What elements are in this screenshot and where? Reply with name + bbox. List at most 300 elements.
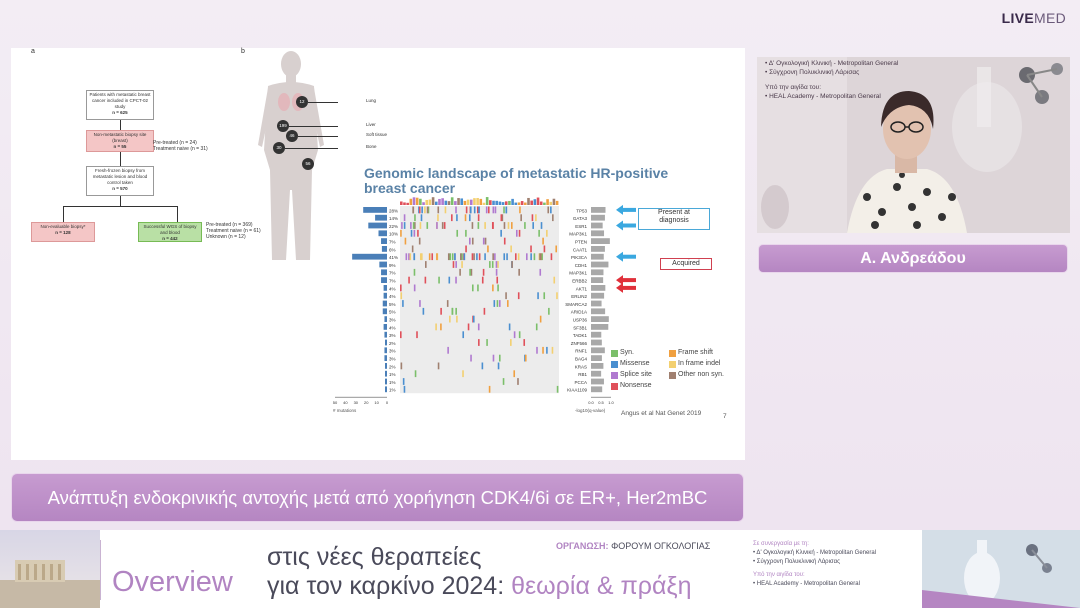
mutation-mark [515, 253, 517, 260]
legend-swatch [611, 361, 618, 368]
mutation-mark [488, 207, 490, 214]
mutation-mark [524, 222, 526, 229]
mutation-mark [437, 214, 439, 221]
presentation-slide [11, 48, 745, 460]
mutation-mark [438, 363, 440, 370]
mutation-mark [469, 238, 471, 245]
mutation-mark [483, 269, 485, 276]
mutation-mark [552, 214, 554, 221]
mutation-mark [534, 253, 536, 260]
flow-box-fresh-biopsy: Fresh-frozen biopsy from metastatic lesion and blood control taken n = 570 [86, 166, 154, 196]
pct-label: 7% [389, 270, 396, 276]
site-count-lung: 12 [296, 96, 308, 108]
pct-label: 1% [389, 387, 396, 393]
mutation-mark [431, 253, 433, 260]
mutation-count-bar [383, 301, 387, 307]
site-label-liver: Liver [366, 122, 376, 127]
citation: Angus et al Nat Genet 2019 [621, 410, 702, 417]
mutation-mark [448, 253, 450, 260]
mutation-mark [557, 386, 559, 393]
mutation-mark [424, 207, 426, 214]
mutation-mark [400, 292, 402, 299]
axis-tick: 0.5 [598, 400, 604, 406]
mutation-mark [551, 253, 553, 260]
qvalue-bar [591, 386, 602, 392]
mutation-mark [444, 222, 446, 229]
mutation-mark [497, 300, 499, 307]
mutation-mark [508, 222, 510, 229]
axis-tick: 40 [343, 400, 348, 406]
mutation-count-bar [385, 379, 387, 385]
mutation-mark [552, 347, 554, 354]
mutation-mark [486, 207, 488, 214]
sample-bar [505, 201, 508, 205]
mutation-mark [484, 308, 486, 315]
sample-bar [543, 203, 546, 205]
mutation-mark [546, 230, 548, 237]
mutation-mark [412, 246, 414, 253]
sample-bar [546, 199, 549, 205]
mutation-mark [400, 285, 402, 292]
qvalue-bar [591, 254, 604, 260]
legend-swatch [669, 372, 676, 379]
qvalue-bar [591, 262, 608, 268]
mutation-mark [456, 214, 458, 221]
mutation-mark [506, 253, 508, 260]
mutation-mark [400, 230, 402, 237]
mutation-mark [496, 277, 498, 284]
mutation-mark [489, 261, 491, 268]
mutation-mark [511, 222, 513, 229]
mutation-count-bar [381, 269, 387, 275]
qvalue-bar [591, 363, 603, 369]
sample-bar [419, 199, 422, 205]
mutation-count-bar [363, 207, 387, 213]
gene-label: GATA3 [572, 216, 587, 222]
livemed-logo: LIVEMED [1001, 10, 1066, 26]
footer-overview: Overview [112, 566, 233, 598]
arrow-acquired [622, 286, 636, 290]
mutation-mark [404, 222, 406, 229]
axis-tick: 50 [332, 400, 338, 406]
mutation-mark [456, 316, 458, 323]
mutation-mark [421, 207, 423, 214]
oncoplot-grid [400, 206, 559, 393]
sample-bar [425, 200, 428, 205]
mutation-mark [462, 370, 464, 377]
mutation-mark [494, 300, 496, 307]
arrow-present [622, 255, 636, 259]
sample-bar [460, 198, 463, 205]
mutation-mark [459, 269, 461, 276]
mutation-mark [503, 253, 505, 260]
legend-swatch [669, 361, 676, 368]
mutation-mark [425, 261, 427, 268]
flow-box-successful-wgs: Successful WGS of biopsy and blood n = 442 [138, 222, 202, 242]
mutation-mark [493, 355, 495, 362]
site-line [308, 102, 338, 103]
sample-bar [476, 198, 479, 205]
pct-label: 6% [389, 247, 396, 253]
sample-bar [406, 203, 409, 205]
qvalue-bar [591, 238, 610, 244]
mutation-mark [423, 308, 425, 315]
mutation-mark [436, 253, 438, 260]
sample-bar [524, 203, 527, 205]
mutation-mark [499, 300, 501, 307]
legend-splice: Splice site [620, 371, 652, 378]
sample-bar [549, 202, 552, 205]
mutation-mark [498, 363, 500, 370]
mutation-mark [516, 230, 518, 237]
sample-bar [438, 199, 441, 205]
mutation-mark [419, 300, 421, 307]
sample-bar [454, 201, 457, 205]
gene-label: AKT1 [575, 286, 587, 292]
flow-line [63, 206, 177, 207]
mutation-mark [455, 277, 457, 284]
qvalue-bar [591, 277, 603, 283]
mutation-mark [478, 339, 480, 346]
mutation-mark [478, 324, 480, 331]
sample-bar [527, 198, 530, 205]
gene-label: TADK1 [572, 333, 587, 339]
sample-bar [502, 202, 505, 205]
mutation-mark [470, 355, 472, 362]
acropolis-image [0, 530, 100, 608]
sample-bar [537, 198, 540, 205]
mutation-count-bar [384, 316, 387, 322]
mutation-mark [487, 246, 489, 253]
qvalue-bar [591, 215, 605, 221]
site-line [298, 136, 338, 137]
mutation-mark [414, 253, 416, 260]
flow-line [120, 152, 121, 166]
mutation-mark [519, 331, 521, 338]
mutation-mark [478, 207, 480, 214]
mutation-mark [420, 222, 422, 229]
gene-label: USP36 [572, 317, 587, 323]
mutation-mark [414, 230, 416, 237]
sample-bar [464, 201, 467, 205]
sample-bar [534, 199, 537, 205]
mutation-mark [530, 253, 532, 260]
mutation-count-bar [384, 332, 387, 338]
qvalue-bar [591, 230, 604, 236]
mutation-count-bar [384, 285, 387, 291]
mutation-mark [503, 378, 505, 385]
mutation-mark [518, 253, 520, 260]
sample-bar [495, 201, 498, 205]
legend-swatch [669, 350, 676, 357]
qvalue-bar [591, 293, 604, 299]
site-count-other: 56 [302, 158, 314, 170]
mutation-mark [511, 261, 513, 268]
mutation-mark [476, 253, 478, 260]
site-line [289, 126, 338, 127]
pct-label: 10% [389, 231, 399, 237]
mutation-mark [495, 207, 497, 214]
mutation-mark [474, 207, 476, 214]
sample-bar [400, 201, 403, 205]
mutation-mark [448, 277, 450, 284]
axis-mutations-label: # mutations [333, 408, 357, 413]
mutation-mark [539, 269, 541, 276]
pct-label: 1% [389, 379, 396, 385]
mutation-mark [473, 253, 475, 260]
mutation-mark [492, 261, 494, 268]
mutation-mark [546, 347, 548, 354]
speaker-camera [757, 57, 1070, 233]
mutation-mark [401, 363, 403, 370]
mutation-mark [455, 308, 457, 315]
mutation-mark [414, 285, 416, 292]
mutation-mark [414, 214, 416, 221]
legend-missense: Missense [620, 360, 650, 367]
qvalue-bar [591, 316, 609, 322]
mutation-mark [507, 300, 509, 307]
mutation-mark [447, 300, 449, 307]
mutation-mark [425, 277, 427, 284]
mutation-mark [427, 207, 429, 214]
pct-label: 4% [389, 286, 396, 292]
arrow-acquired [616, 275, 623, 285]
legend-nonsense: Nonsense [620, 382, 652, 389]
mutation-mark [462, 331, 464, 338]
sample-bar [480, 199, 483, 205]
mutation-mark [449, 316, 451, 323]
mutation-mark [410, 253, 412, 260]
mutation-mark [453, 261, 455, 268]
mutation-mark [416, 331, 418, 338]
mutation-mark [541, 253, 543, 260]
mutation-mark [519, 230, 521, 237]
footer-line1: στις νέες θεραπείες [267, 543, 482, 571]
mutation-mark [426, 222, 428, 229]
mutation-mark [413, 207, 415, 214]
mutation-count-bar [384, 324, 387, 330]
mutation-mark [525, 355, 527, 362]
page-number: 7 [723, 413, 727, 420]
mutation-mark [556, 292, 558, 299]
sample-bar [489, 200, 492, 205]
callout-acquired: Acquired [660, 258, 712, 270]
mutation-mark [497, 285, 499, 292]
mutation-mark [402, 300, 404, 307]
mutation-mark [492, 222, 494, 229]
pct-label: 4% [389, 325, 396, 331]
mutation-mark [449, 253, 451, 260]
mutation-count-bar [375, 215, 387, 221]
gene-label: ERLIN2 [571, 294, 587, 300]
qvalue-bar [591, 269, 603, 275]
qvalue-bar [591, 324, 608, 330]
sample-bar [492, 201, 495, 205]
mutation-mark [489, 386, 491, 393]
mutation-mark [541, 222, 543, 229]
mutation-mark [470, 207, 472, 214]
gene-label: PCCA [574, 379, 587, 385]
axis-tick: 0 [385, 400, 389, 406]
mutation-mark [536, 324, 538, 331]
footer-line2: για τον καρκίνο 2024: θεωρία & πράξη [267, 572, 692, 600]
sample-bar [499, 202, 502, 205]
gene-label: SMARCA2 [565, 301, 587, 307]
sample-bar [521, 201, 524, 205]
sample-bar [445, 201, 448, 205]
gene-label: ESR1 [575, 223, 587, 229]
footer-collaborators: Σε συνεργασία με τη: • Δ' Ογκολογική Κλινική - Metropolitan General • Σύγχρονη Πολυκλινική Λάρισας Υπό την αιγίδα του: • HEAL Academy - Metropolitan General [753, 541, 877, 587]
flow-line [120, 196, 121, 206]
sample-bar [508, 201, 511, 205]
gene-label: ERBB2 [572, 278, 587, 284]
axis-qvalue-label: -log10(q-value) [575, 408, 606, 413]
mutation-mark [505, 292, 507, 299]
mutation-mark [440, 324, 442, 331]
flow-line [63, 206, 64, 222]
mutation-mark [472, 253, 474, 260]
footer-organizer: ΟΡΓΑΝΩΣΗ: ΦΟΡΟΥΜ ΟΓΚΟΛΟΓΙΑΣ [556, 541, 711, 551]
pct-label: 2% [389, 340, 396, 346]
mutation-mark [472, 238, 474, 245]
pct-label: 9% [389, 262, 396, 268]
arrow-acquired [616, 283, 623, 293]
mutation-mark [472, 222, 474, 229]
site-label-lung: Lung [366, 98, 377, 103]
legend-other: Other non syn. [678, 371, 724, 378]
mutation-count-bar [385, 363, 387, 369]
mutation-mark [452, 253, 454, 260]
mutation-mark [553, 277, 555, 284]
mutation-mark [532, 214, 534, 221]
mutation-mark [465, 214, 467, 221]
mutation-count-bar [384, 293, 387, 299]
mutation-mark [537, 292, 539, 299]
pct-label: 7% [389, 239, 396, 245]
mutation-mark [460, 253, 462, 260]
legend-swatch [611, 350, 618, 357]
mutation-mark [421, 253, 423, 260]
arrow-present [616, 221, 623, 231]
genomic-title: Genomic landscape of metastatic HR-positive breast cancer [364, 165, 669, 196]
sample-bar [511, 199, 514, 205]
gene-label: ZNF566 [570, 340, 587, 346]
site-count-soft: 46 [286, 130, 298, 142]
talk-title-bar: Ανάπτυξη ενδοκρινικής αντοχής μετά από χορήγηση CDK4/6i σε ER+, Her2mBC [11, 473, 744, 522]
gene-label: CAAT1 [572, 247, 587, 253]
mutation-mark [500, 230, 502, 237]
sample-bar [429, 200, 432, 205]
site-count-liver: 199 [277, 120, 289, 132]
sample-bar [514, 203, 517, 205]
mutation-mark [454, 253, 456, 260]
mutation-mark [419, 238, 421, 245]
gene-label: CDH1 [574, 262, 587, 268]
sample-bar [435, 202, 438, 205]
mutation-mark [455, 261, 457, 268]
sample-bar [413, 197, 416, 205]
pct-label: 3% [389, 317, 396, 323]
mutation-mark [539, 253, 541, 260]
mutation-mark [519, 207, 521, 214]
sample-bar [518, 202, 521, 205]
mutation-mark [411, 230, 413, 237]
mutation-mark [499, 355, 501, 362]
axis-tick: 20 [363, 400, 369, 406]
gene-label: RNF1 [575, 348, 587, 354]
mutation-mark [469, 214, 471, 221]
gene-label: SF3B1 [573, 325, 587, 331]
mutation-count-bar [384, 355, 387, 361]
mutation-mark [472, 285, 474, 292]
qvalue-bar [591, 301, 602, 307]
mutation-mark [442, 222, 444, 229]
sample-bar [470, 200, 473, 205]
mutation-mark [413, 222, 415, 229]
site-label-soft: Soft tissue [366, 132, 388, 137]
pct-label: 1% [389, 372, 396, 378]
mutation-mark [415, 370, 417, 377]
sample-bar [553, 199, 556, 205]
mutation-mark [540, 316, 542, 323]
mutation-mark [406, 253, 408, 260]
site-line [285, 148, 338, 149]
legend-syn: Syn. [620, 349, 635, 356]
axis-tick: 0.0 [588, 400, 594, 406]
qvalue-bar [591, 207, 606, 213]
sample-bar [432, 197, 435, 205]
mutation-count-bar [383, 308, 387, 314]
mutation-mark [547, 207, 549, 214]
qvalue-bar [591, 340, 602, 346]
gene-label: ARID1A [570, 309, 587, 315]
mutation-mark [550, 207, 552, 214]
mutation-mark [496, 269, 498, 276]
mutation-mark [445, 207, 447, 214]
mutation-mark [510, 339, 512, 346]
pct-label: 3% [389, 333, 396, 339]
mutation-mark [548, 308, 550, 315]
mutation-mark [461, 261, 463, 268]
mutation-mark [497, 261, 499, 268]
sample-bar [448, 201, 451, 205]
pct-label: 5% [389, 309, 396, 315]
mutation-mark [478, 222, 480, 229]
mutation-mark [478, 214, 480, 221]
mutation-count-bar [381, 277, 387, 283]
mutation-mark [417, 230, 419, 237]
mutation-mark [494, 253, 496, 260]
mutation-mark [452, 308, 454, 315]
flow-note-pretreated: Pre-treated (n = 24) Treatment naive (n = 31) [153, 140, 208, 152]
mutation-mark [492, 285, 494, 292]
mutation-mark [483, 238, 485, 245]
pct-label: 28% [389, 208, 399, 214]
site-count-bone: 30 [273, 142, 285, 154]
gene-label: TP53 [576, 208, 587, 214]
mutation-mark [484, 222, 486, 229]
body-silhouette [256, 50, 326, 262]
mutation-count-bar [385, 371, 387, 377]
sample-bar [540, 202, 543, 205]
mutation-mark [543, 292, 545, 299]
sample-bar [422, 202, 425, 205]
qvalue-bar [591, 371, 601, 377]
mutation-mark [465, 230, 467, 237]
pct-label: 2% [389, 364, 396, 370]
mutation-mark [509, 324, 511, 331]
arrow-present [616, 252, 623, 262]
